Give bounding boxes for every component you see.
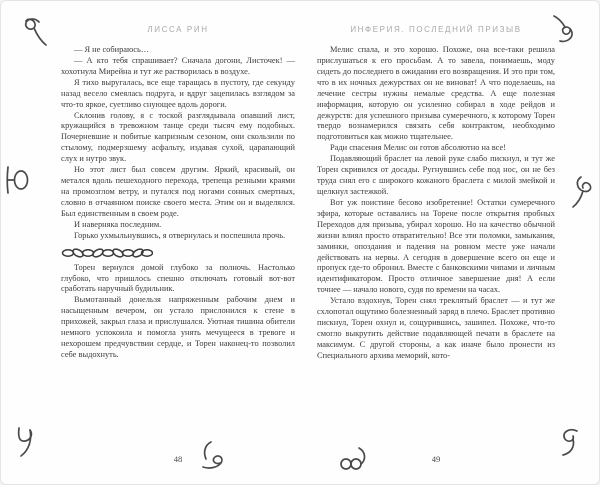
ornament-middle-right-icon <box>569 175 597 209</box>
ornament-bottom-right-icon <box>555 425 583 459</box>
page-number-right: 49 <box>431 454 441 464</box>
ornament-bottom-left-icon <box>13 425 41 459</box>
ornament-middle-left-icon <box>3 163 31 197</box>
page-number-left: 48 <box>173 454 183 464</box>
running-head-author: ЛИССА РИН <box>147 25 209 34</box>
left-page <box>61 1 295 485</box>
running-head-title: ИНФЕРИЯ. ПОСЛЕДНИЙ ПРИЗЫВ <box>350 25 522 34</box>
paragraph: Склонив голову, я с тоской разглядывала опавший лист, кружащийся в тревожном танце среди тысяч ему подобных. Почерневшие и побитые капризным сезоном, они скользили по стылому, подмерзшему асфальту, издавая сухой, царапающий слух и нутро звук. <box>61 110 295 164</box>
paragraph: Горько ухмыльнувшись, я отвернулась и поспешила прочь. <box>74 230 286 240</box>
paragraph: Торен вернулся домой глубоко за полночь. Настолько глубоко, что пришлось спешно отключать готовый вот-вот сработать наручный будильник. <box>61 262 295 294</box>
paragraph: — А кто тебя спрашивает? Сначала догони, Листочек! — хохотнула Мирейна и тут же растворилась в воздухе. <box>61 55 295 76</box>
paragraph: — Я не собираюсь… <box>74 45 150 54</box>
paragraph: И наверняка последним. <box>74 219 162 229</box>
ornament-top-right-icon <box>551 13 581 47</box>
left-page-text <box>61 45 295 450</box>
ornament-top-left-icon <box>19 15 49 49</box>
paragraph: Ради спасения Мелис он готов абсолютно на все! <box>330 143 506 153</box>
right-page-text <box>317 45 555 450</box>
paragraph: Но этот лист был совсем другим. Яркий, красивый, он метался вдоль пешеходного перехода, трепеща резными краями на промозглом ветру, и путался под ногами сонных смертных, словно в отчаянном поиске своего места. Этим он и выделялся. Был единственным в своем роде. <box>61 165 295 218</box>
paragraph: Устало вздохнув, Торен снял треклятый браслет — и тут же схлопотал ощутимо болезненный заряд в плечо. Браслет противно пискнул, Торен охнул и, сощурившись, зашипел. Похоже, что-то смогло выкрутить действие подавляющей печати в браслете на максимум. С другой стороны, а как иначе было пронести из Специального архива меморий, кото- <box>317 296 555 360</box>
chain-ornament <box>61 247 295 259</box>
paragraph: Вымотанный донельзя напряженным рабочим днем и насыщенным вечером, он устало прислонился к стене в прихожей, закрыл глаза и прислушался. Уютная тишина обители немного успокоила и помогла унять мечущееся в тревоге и нехорошем предчувствии сердце, и Торен наконец-то позволил себе выдохнуть. <box>61 295 295 359</box>
right-page <box>317 1 555 485</box>
paragraph: Подавляющий браслет на левой руке слабо пискнул, и тут же Торен скривился от досады. Ругнувшись себе под нос, он не без труда снял его с широкого кожаного браслета с милой змейкой и щелкнул застежкой. <box>317 154 555 196</box>
paragraph: Мелис спала, и это хорошо. Похоже, она все-таки решила прислушаться к его просьбам. А то завела, понимаешь, моду сидеть до последнего в ожидании его возвращения. И это при том, что в их ночных дежурствах он не виноват! А что поделаешь, на лечение сестры нужны немалые средства. А еще полезная информация, которую он усиленно собирал в ходе рейдов и дежурств: для успешного призыва сумеречного, к которому Торен твердо вознамерился связать себя контрактом, необходимо подготовиться как можно тщательнее. <box>317 45 555 142</box>
paragraph: Я тихо выругалась, все еще таращась в пустоту, где секунду назад весело смеялась подруга, и вдруг зацепилась взглядом за что-то яркое, суетливо снующее вдоль дороги. <box>61 77 295 109</box>
paragraph: Вот уж поистине бесово изобретение! Остатки сумеречного эфира, которые оставались на Торене после открытия пробных Переходов для призыва, убирал хорошо. Но на качество обычной жизни влиял просто отвратительно! Все эти поломки, замыкания, заминки, опоздания и падения на ровном месте уже начали действовать на нервы. А сегодня в довершение всего он еще и пропуск где-то обронил. Вместе с банковскими чипами и личным идентификатором. Просто отличное завершение дня! А если точнее — начало нового, судя по времени на часах. <box>317 197 555 295</box>
